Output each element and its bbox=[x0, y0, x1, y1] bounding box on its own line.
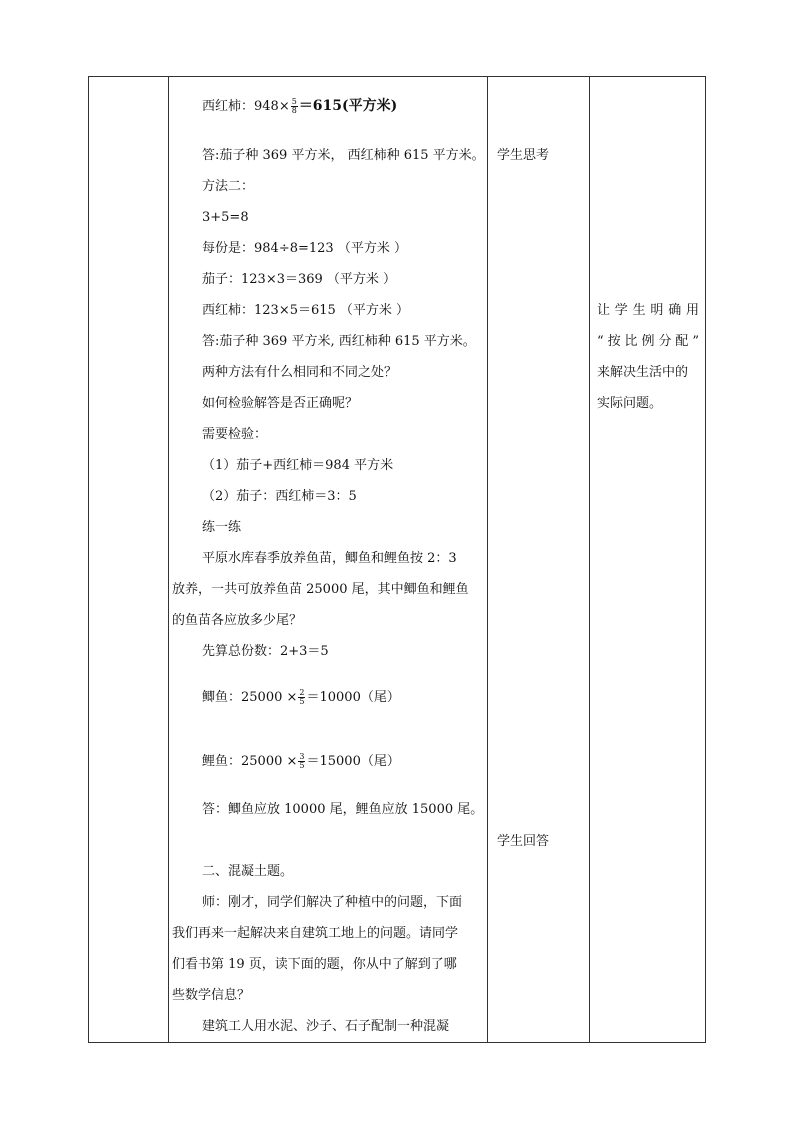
content-line: 答:茄子种 369 平方米， 西红柿种 615 平方米。 bbox=[202, 148, 485, 163]
content-line: 需要检验： bbox=[202, 427, 268, 442]
fraction-numerator: 2 bbox=[299, 688, 305, 697]
content-line: 如何检验解答是否正确呢？ bbox=[202, 396, 359, 411]
content-line: 3+5=8 bbox=[202, 210, 249, 225]
content-line: 我们再来一起解决来自建筑工地上的问题。请同学 bbox=[172, 926, 459, 941]
lesson-table bbox=[88, 76, 706, 1043]
stage-column bbox=[89, 77, 168, 1042]
content-line: 放养，一共可放养鱼苗 25000 尾，其中鲫鱼和鲤鱼 bbox=[172, 582, 469, 597]
fraction bbox=[298, 689, 305, 706]
content-line: 的鱼苗各应放多少尾？ bbox=[172, 613, 303, 628]
design-intent-line: 来解决生活中的 bbox=[597, 365, 689, 380]
content-line: 二、混凝土题。 bbox=[202, 864, 294, 879]
fraction-numerator: 3 bbox=[299, 752, 305, 761]
design-intent-line: 让学生明确用 bbox=[597, 303, 699, 318]
teaching-content-column bbox=[169, 77, 487, 1042]
content-line: 两种方法有什么相同和不同之处？ bbox=[202, 365, 398, 380]
design-intent-column bbox=[590, 77, 707, 1042]
content-line: 方法二： bbox=[202, 179, 255, 194]
content-line: 练一练 bbox=[202, 520, 242, 535]
fraction bbox=[298, 753, 305, 770]
fraction bbox=[291, 98, 298, 115]
content-line: 建筑工人用水泥、沙子、石子配制一种混凝 bbox=[202, 1019, 450, 1034]
formula-prefix: 鲫鱼：25000 × bbox=[202, 690, 298, 705]
content-line: 答：鲫鱼应放 10000 尾，鲤鱼应放 15000 尾。 bbox=[202, 802, 484, 817]
formula-prefix: 西红柿：948× bbox=[202, 99, 290, 114]
content-line: 茄子：123×3＝369 （平方米 ） bbox=[202, 272, 397, 287]
fraction-denominator: 5 bbox=[299, 697, 305, 706]
content-line: 西红柿：123×5＝615 （平方米 ） bbox=[202, 303, 410, 318]
content-line: 们看书第 19 页，读下面的题，你从中了解到了哪 bbox=[172, 957, 457, 972]
formula-result: ＝10000（尾） bbox=[306, 690, 400, 705]
fraction-denominator: 5 bbox=[299, 761, 305, 770]
content-line bbox=[202, 753, 400, 771]
content-line: （2）茄子：西红柿＝3：5 bbox=[202, 489, 357, 504]
content-line: 平原水库春季放养鱼苗，鲫鱼和鲤鱼按 2：3 bbox=[202, 551, 457, 566]
content-line: 师：刚才，同学们解决了种植中的问题，下面 bbox=[202, 895, 463, 910]
fraction-numerator: 5 bbox=[291, 97, 297, 106]
content-line bbox=[202, 689, 400, 707]
design-intent-line: “按比例分配” bbox=[597, 334, 699, 349]
content-line: 答:茄子种 369 平方米, 西红柿种 615 平方米。 bbox=[202, 334, 476, 349]
design-intent-line: 实际问题。 bbox=[597, 396, 663, 411]
student-activity-column bbox=[488, 77, 589, 1042]
fraction-denominator: 8 bbox=[291, 106, 297, 115]
formula-result: ＝615(平方米) bbox=[298, 98, 398, 114]
content-line: （1）茄子+西红柿＝984 平方米 bbox=[202, 458, 394, 473]
content-line: 先算总份数：2+3＝5 bbox=[202, 644, 329, 659]
content-line: 些数学信息？ bbox=[172, 988, 251, 1003]
formula-result: ＝15000（尾） bbox=[306, 754, 400, 769]
student-activity-think: 学生思考 bbox=[497, 148, 550, 163]
student-activity-answer: 学生回答 bbox=[497, 834, 550, 849]
formula-prefix: 鲤鱼：25000 × bbox=[202, 754, 298, 769]
content-line bbox=[202, 97, 397, 116]
content-line: 每份是：984÷8=123 （平方米 ） bbox=[202, 241, 407, 256]
